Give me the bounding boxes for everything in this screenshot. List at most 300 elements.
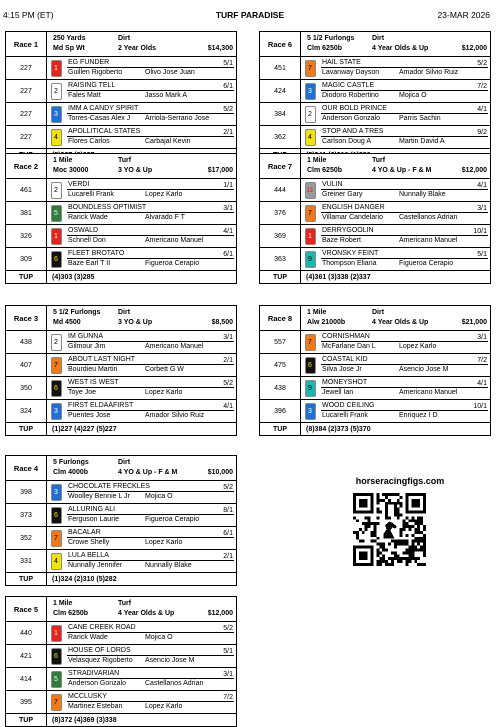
horse-details	[65, 331, 236, 353]
horse-row[interactable]	[6, 481, 236, 504]
trainer-name: Figueroa Cerapio	[145, 516, 200, 523]
race-card-4	[5, 455, 237, 586]
horse-name: LULA BELLA	[68, 552, 109, 559]
tup-row	[260, 423, 490, 435]
post-position	[301, 400, 319, 422]
race-label: Race 3	[6, 306, 47, 330]
post-position	[47, 377, 65, 399]
horse-details	[319, 103, 490, 125]
trainer-name: Lopez Karlo	[399, 343, 437, 350]
race-label: Race 5	[6, 597, 47, 621]
race-purse: $8,500	[211, 319, 233, 326]
post-position	[47, 126, 65, 148]
saddle-cloth-icon: 2	[305, 106, 316, 123]
divider	[321, 90, 488, 91]
horse-figure: 461	[6, 179, 47, 201]
tup-label: TUP	[6, 573, 47, 585]
trainer-name: Enriquez I D	[399, 412, 438, 419]
saddle-cloth-icon: 6	[305, 357, 316, 374]
horse-row[interactable]	[6, 354, 236, 377]
horse-details	[319, 354, 490, 376]
jockey-name: Puentes Jose	[68, 412, 111, 419]
morning-line-odds: 4/1	[223, 228, 233, 235]
horse-details	[65, 550, 236, 572]
divider	[321, 410, 488, 411]
post-position	[47, 504, 65, 526]
race-card-2	[5, 153, 237, 284]
race-header	[6, 32, 236, 57]
trainer-name: Lopez Karlo	[145, 539, 183, 546]
post-position	[301, 377, 319, 399]
post-position	[47, 550, 65, 572]
horse-details	[319, 400, 490, 422]
divider	[321, 67, 488, 68]
saddle-cloth-icon: 2	[51, 182, 62, 199]
race-header	[260, 306, 490, 331]
horse-row[interactable]	[6, 179, 236, 202]
horse-details	[65, 103, 236, 125]
tup-values: (8)384 (2)373 (5)370	[306, 425, 371, 433]
trainer-name: Mojica O	[145, 634, 173, 641]
horse-name: ALLURING ALI	[68, 506, 116, 513]
jockey-name: Lavanway Dayson	[322, 69, 380, 76]
post-position	[47, 57, 65, 79]
horse-details	[65, 668, 236, 690]
divider	[67, 258, 234, 259]
horse-figure: 398	[6, 481, 47, 503]
tup-label: TUP	[260, 423, 301, 435]
morning-line-odds: 7/2	[477, 357, 487, 364]
jockey-name: Carlson Doug A	[322, 138, 372, 145]
morning-line-odds: 6/1	[223, 83, 233, 90]
post-position	[301, 225, 319, 247]
trainer-name: Arriola-Serrano Jose	[145, 115, 210, 122]
race-distance: 1 Mile	[53, 600, 73, 607]
post-position	[47, 691, 65, 713]
post-position	[301, 57, 319, 79]
horse-row[interactable]	[6, 126, 236, 149]
horse-figure: 438	[260, 377, 301, 399]
race-header	[6, 456, 236, 481]
saddle-cloth-icon: 7	[51, 357, 62, 374]
horse-details	[65, 126, 236, 148]
post-position	[301, 354, 319, 376]
horse-figure: 326	[6, 225, 47, 247]
race-conditions	[301, 32, 490, 56]
saddle-cloth-icon: 6	[51, 380, 62, 397]
horse-name: VERDI	[68, 181, 90, 188]
post-position	[47, 354, 65, 376]
saddle-cloth-icon: 4	[51, 553, 62, 570]
horse-row[interactable]	[6, 103, 236, 126]
race-surface: Dirt	[118, 35, 131, 42]
horse-row[interactable]	[6, 550, 236, 573]
trainer-name: Americano Manuel	[399, 389, 458, 396]
race-class: Clm 4000b	[53, 469, 89, 476]
race-conditions	[301, 306, 490, 330]
horse-figure: 475	[260, 354, 301, 376]
jockey-name: Bourdieu Martin	[68, 366, 118, 373]
jockey-name: Schnell Don	[68, 237, 106, 244]
jockey-name: Baze Robert	[322, 237, 361, 244]
website-label[interactable]: horseracingfigs.com	[355, 476, 445, 486]
morning-line-odds: 3/1	[223, 334, 233, 341]
trainer-name: Lopez Karlo	[145, 191, 183, 198]
morning-line-odds: 5/2	[477, 60, 487, 67]
race-purse: $10,000	[207, 469, 233, 476]
jockey-name: Woolley Bennie L Jr	[68, 493, 130, 500]
race-distance: 1 Mile	[307, 309, 327, 316]
race-purse: $12,000	[461, 167, 487, 174]
divider	[67, 136, 234, 137]
saddle-cloth-icon: 11	[305, 182, 316, 199]
horse-details	[319, 225, 490, 247]
morning-line-odds: 2/1	[223, 129, 233, 136]
horse-figure: 363	[260, 248, 301, 270]
horse-name: HAIL STATE	[322, 59, 361, 66]
divider	[321, 136, 488, 137]
race-card-3	[5, 305, 237, 436]
saddle-cloth-icon: 1	[51, 228, 62, 245]
horse-row[interactable]	[260, 126, 490, 149]
horse-figure: 421	[6, 645, 47, 667]
horse-row[interactable]	[6, 400, 236, 423]
horse-row[interactable]	[260, 202, 490, 225]
divider	[67, 113, 234, 114]
horse-row[interactable]	[6, 225, 236, 248]
saddle-cloth-icon: 1	[51, 60, 62, 77]
horse-details	[319, 80, 490, 102]
race-header	[6, 306, 236, 331]
race-age: 4 Year Olds & Up	[372, 319, 429, 326]
saddle-cloth-icon: 3	[51, 106, 62, 123]
race-card-6	[259, 31, 491, 162]
horse-row[interactable]	[260, 103, 490, 126]
horse-figure: 407	[6, 354, 47, 376]
jockey-name: Crowe Shelly	[68, 539, 110, 546]
horse-row[interactable]	[6, 377, 236, 400]
horse-figure: 384	[260, 103, 301, 125]
race-surface: Turf	[118, 157, 132, 164]
horse-name: DERRYGOOLIN	[322, 227, 374, 234]
race-header	[260, 32, 490, 57]
horse-details	[65, 481, 236, 503]
track-name: TURF PARADISE	[215, 10, 285, 20]
morning-line-odds: 5/2	[223, 484, 233, 491]
horse-name: WOOD CEILING	[322, 402, 375, 409]
race-purse: $14,300	[207, 45, 233, 52]
race-class: Md 4500	[53, 319, 81, 326]
race-class: Clm 6250b	[307, 167, 343, 174]
horse-name: FIRST ELDAAFIRST	[68, 402, 134, 409]
jockey-name: Thompson Eliana	[322, 260, 377, 267]
race-label: Race 8	[260, 306, 301, 330]
trainer-name: Jasso Mark A	[145, 92, 188, 99]
horse-row[interactable]	[260, 331, 490, 354]
saddle-cloth-icon: 3	[51, 484, 62, 501]
trainer-name: Asencio Jose M	[145, 657, 195, 664]
divider	[67, 491, 234, 492]
race-conditions	[47, 306, 236, 330]
saddle-cloth-icon: 9	[305, 251, 316, 268]
horse-name: EG FUNDER	[68, 59, 110, 66]
post-position	[301, 248, 319, 270]
horse-details	[65, 377, 236, 399]
horse-name: COASTAL KID	[322, 356, 368, 363]
saddle-cloth-icon: 1	[305, 228, 316, 245]
saddle-cloth-icon: 3	[305, 83, 316, 100]
post-position	[47, 179, 65, 201]
divider	[321, 258, 488, 259]
race-class: Clm 6250b	[307, 45, 343, 52]
horse-name: WEST IS WEST	[68, 379, 119, 386]
saddle-cloth-icon: 7	[51, 530, 62, 547]
race-conditions	[47, 32, 236, 56]
tup-row	[6, 423, 236, 435]
horse-figure: 414	[6, 668, 47, 690]
race-age: 4 Year Olds & Up	[372, 45, 429, 52]
trainer-name: Amador Silvio Ruiz	[145, 412, 205, 419]
post-position	[47, 527, 65, 549]
jockey-name: Toye Joe	[68, 389, 97, 396]
post-position	[47, 400, 65, 422]
trainer-name: Lopez Karlo	[145, 389, 183, 396]
divider	[321, 341, 488, 342]
divider	[67, 212, 234, 213]
horse-details	[319, 202, 490, 224]
saddle-cloth-icon: 5	[51, 205, 62, 222]
horse-row[interactable]	[6, 248, 236, 271]
race-class: Md Sp Wt	[53, 45, 85, 52]
post-position	[47, 622, 65, 644]
morning-line-odds: 4/1	[477, 106, 487, 113]
trainer-name: Castellanos Adrian	[399, 214, 458, 221]
horse-figure: 424	[260, 80, 301, 102]
post-position	[301, 126, 319, 148]
race-age: 4 YO & Up - F & M	[118, 469, 178, 476]
divider	[67, 655, 234, 656]
saddle-cloth-icon: 4	[305, 129, 316, 146]
horse-name: OSWALD	[68, 227, 99, 234]
horse-details	[65, 57, 236, 79]
jockey-name: Gilmour Jim	[68, 343, 106, 350]
jockey-name: Anderson Gonzalo	[68, 680, 126, 687]
horse-row[interactable]	[6, 202, 236, 225]
divider	[67, 537, 234, 538]
page-header	[0, 10, 500, 22]
horse-name: CANE CREEK ROAD	[68, 624, 136, 631]
post-position	[301, 103, 319, 125]
morning-line-odds: 6/1	[223, 251, 233, 258]
race-conditions	[47, 597, 236, 621]
horse-details	[319, 179, 490, 201]
post-position	[47, 248, 65, 270]
horse-details	[65, 354, 236, 376]
horse-row[interactable]	[6, 504, 236, 527]
morning-line-odds: 3/1	[223, 671, 233, 678]
jockey-name: Silva Jose Jr	[322, 366, 362, 373]
race-header	[6, 154, 236, 179]
morning-line-odds: 3/1	[477, 334, 487, 341]
race-purse: $21,000	[461, 319, 487, 326]
race-surface: Turf	[118, 600, 132, 607]
divider	[321, 387, 488, 388]
horse-figure: 227	[6, 103, 47, 125]
race-class: Alw 21000b	[307, 319, 346, 326]
horse-name: VULIN	[322, 181, 343, 188]
race-surface: Dirt	[118, 459, 131, 466]
post-position	[47, 481, 65, 503]
horse-details	[65, 504, 236, 526]
saddle-cloth-icon: 2	[51, 334, 62, 351]
trainer-name: Nunnally Blake	[145, 562, 192, 569]
divider	[321, 189, 488, 190]
tup-label: TUP	[6, 423, 47, 435]
horse-details	[65, 179, 236, 201]
saddle-cloth-icon: 7	[305, 60, 316, 77]
horse-details	[65, 400, 236, 422]
race-age: 3 YO & Up	[118, 167, 153, 174]
horse-figure: 324	[6, 400, 47, 422]
divider	[321, 235, 488, 236]
post-position	[47, 331, 65, 353]
horse-details	[319, 126, 490, 148]
morning-line-odds: 5/2	[223, 380, 233, 387]
divider	[67, 341, 234, 342]
race-conditions	[301, 154, 490, 178]
horse-figure: 381	[6, 202, 47, 224]
race-distance: 1 Mile	[307, 157, 327, 164]
horse-figure: 373	[6, 504, 47, 526]
horse-name: IMM A CANDY SPIRIT	[68, 105, 139, 112]
post-position	[301, 80, 319, 102]
horse-row[interactable]	[6, 622, 236, 645]
race-distance: 5 1/2 Furlongs	[53, 309, 101, 316]
horse-details	[319, 377, 490, 399]
horse-row[interactable]	[260, 248, 490, 271]
horse-row[interactable]	[260, 354, 490, 377]
race-card-8	[259, 305, 491, 436]
morning-line-odds: 5/2	[223, 625, 233, 632]
horse-row[interactable]	[6, 668, 236, 691]
morning-line-odds: 10/1	[473, 228, 487, 235]
morning-line-odds: 6/1	[223, 530, 233, 537]
race-conditions	[47, 154, 236, 178]
divider	[67, 701, 234, 702]
horse-row[interactable]	[6, 691, 236, 714]
tup-values: (4)303 (3)285	[52, 273, 95, 281]
horse-name: IM GUNNA	[68, 333, 103, 340]
jockey-name: Ferguson Laurie	[68, 516, 119, 523]
race-age: 4 YO & Up - F & M	[372, 167, 432, 174]
horse-name: HOUSE OF LORDS	[68, 647, 131, 654]
post-position	[47, 668, 65, 690]
morning-line-odds: 2/1	[223, 357, 233, 364]
saddle-cloth-icon: 4	[51, 129, 62, 146]
tup-label: TUP	[6, 714, 47, 726]
horse-row[interactable]	[260, 57, 490, 80]
race-label: Race 1	[6, 32, 47, 56]
morning-line-odds: 10/1	[473, 403, 487, 410]
race-distance: 5 1/2 Furlongs	[307, 35, 355, 42]
horse-name: BOUNDLESS OPTIMIST	[68, 204, 147, 211]
divider	[67, 678, 234, 679]
jockey-name: Greiner Gary	[322, 191, 363, 198]
horse-row[interactable]	[260, 400, 490, 423]
horse-figure: 376	[260, 202, 301, 224]
horse-details	[319, 331, 490, 353]
race-label: Race 4	[6, 456, 47, 480]
horse-figure: 396	[260, 400, 301, 422]
jockey-name: Lucarelli Frank	[322, 412, 368, 419]
horse-row[interactable]	[260, 225, 490, 248]
saddle-cloth-icon: 1	[51, 625, 62, 642]
race-date: 23-MAR 2026	[437, 10, 490, 20]
divider	[321, 364, 488, 365]
jockey-name: Lucarelli Frank	[68, 191, 114, 198]
jockey-name: Flores Carlos	[68, 138, 110, 145]
morning-line-odds: 5/2	[223, 106, 233, 113]
morning-line-odds: 3/1	[477, 205, 487, 212]
horse-figure: 227	[6, 57, 47, 79]
trainer-name: Americano Manuel	[399, 237, 458, 244]
horse-name: STRADIVARIAN	[68, 670, 120, 677]
race-surface: Dirt	[118, 309, 131, 316]
race-header	[6, 597, 236, 622]
jockey-name: Villamar Candelario	[322, 214, 383, 221]
jockey-name: Velasquez Rigoberto	[68, 657, 133, 664]
horse-row[interactable]	[6, 331, 236, 354]
horse-name: CHOCOLATE FRECKLES	[68, 483, 150, 490]
horse-row[interactable]	[260, 377, 490, 400]
horse-row[interactable]	[6, 57, 236, 80]
divider	[321, 212, 488, 213]
trainer-name: Lopez Karlo	[145, 703, 183, 710]
jockey-name: Diodoro Robertino	[322, 92, 379, 99]
horse-row[interactable]	[260, 179, 490, 202]
jockey-name: Fales Matt	[68, 92, 101, 99]
race-surface: Turf	[372, 157, 386, 164]
trainer-name: Americano Manuel	[145, 237, 204, 244]
jockey-name: McFarlane Dan L	[322, 343, 376, 350]
post-position	[301, 202, 319, 224]
tup-row	[6, 573, 236, 585]
horse-row[interactable]	[6, 645, 236, 668]
horse-row[interactable]	[6, 527, 236, 550]
horse-figure: 444	[260, 179, 301, 201]
jockey-name: Rarick Wade	[68, 214, 108, 221]
race-card-1	[5, 31, 237, 162]
qr-code-icon[interactable]	[353, 493, 426, 566]
race-purse: $12,000	[207, 610, 233, 617]
tup-values: (8)372 (4)369 (3)338	[52, 716, 117, 724]
tup-label: TUP	[6, 271, 47, 283]
morning-line-odds: 3/1	[223, 205, 233, 212]
race-card-7	[259, 153, 491, 284]
horse-details	[65, 645, 236, 667]
race-distance: 5 Furlongs	[53, 459, 89, 466]
horse-figure: 331	[6, 550, 47, 572]
divider	[67, 235, 234, 236]
race-age: 4 Year Olds & Up	[118, 610, 175, 617]
saddle-cloth-icon: 7	[305, 334, 316, 351]
race-class: Clm 6250b	[53, 610, 89, 617]
horse-details	[65, 622, 236, 644]
race-header	[260, 154, 490, 179]
horse-row[interactable]	[260, 80, 490, 103]
horse-name: FLEET BROTATO	[68, 250, 125, 257]
horse-row[interactable]	[6, 80, 236, 103]
